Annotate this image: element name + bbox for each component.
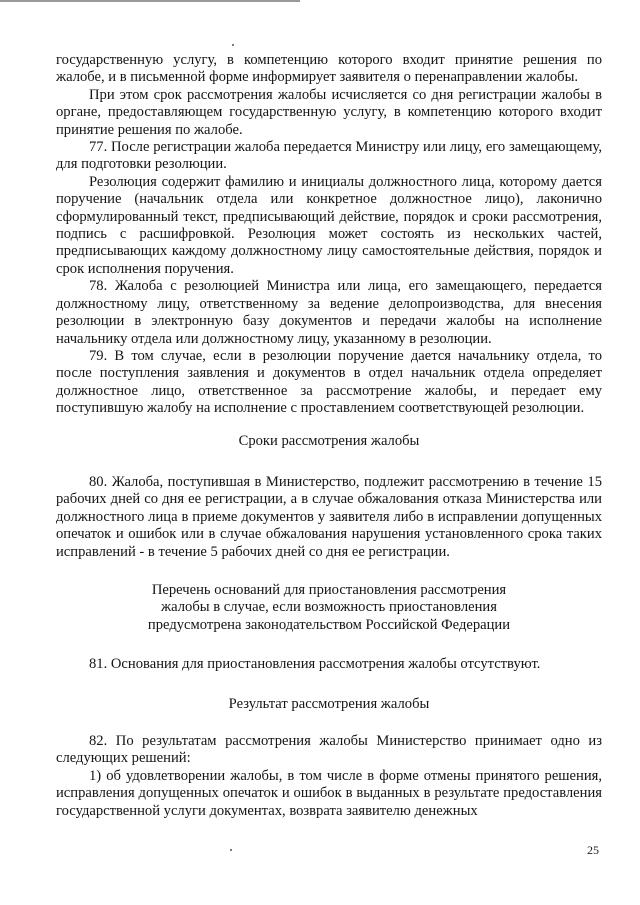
paragraph: 1) об удовлетворении жалобы, в том числе в форме отмены принятого решения, исправления допущенных опечаток и ошибок в выданных в результате предоставления государственной услуги документах, возврата заявителю денежных (56, 767, 602, 819)
paragraph-77: 77. После регистрации жалоба передается Министру или лицу, его замещающему, для подготовки резолюции. (56, 139, 602, 173)
section-heading-line: предусмотрена законодательством Российской Федерации (147, 616, 511, 633)
section-heading: Сроки рассмотрения жалобы (238, 432, 420, 449)
paragraph-80: 80. Жалоба, поступившая в Министерство, подлежит рассмотрению в течение 15 рабочих дней со дня ее регистрации, а в случае обжалования отказа Министерства или должностного лица в приеме документов у заявителя либо в исправлении допущенных опечаток и ошибок или в случае обжалования нарушения установленного срока таких исправлений - в течение 5 рабочих дней со дня ее регистрации. (56, 473, 602, 560)
paragraph: государственную услугу, в компетенцию которого входит принятие решения по жалобе, и в письменной форме информирует заявителя о перенаправлении жалобы. (56, 52, 602, 86)
scan-speck (230, 849, 232, 851)
paragraph-78: 78. Жалоба с резолюцией Министра или лица, его замещающего, передается должностному лицу, ответственному за ведение делопроизводства, для внесения резолюции в электронную базу документов и передачи жалобы на исполнение начальнику отдела или должностному лицу, указанному в резолюции. (56, 278, 602, 347)
section-heading-line: жалобы в случае, если возможность приостановления (161, 599, 497, 616)
paragraph-79: 79. В том случае, если в резолюции поручение дается начальнику отдела, то после поступления заявления и документов в отдел начальник отдела определяет должностное лицо, ответственное за рассмотрение жалобы, и передает ему поступившую жалобу на исполнение с проставлением соответствующей резолюции. (56, 347, 602, 417)
section-heading: Результат рассмотрения жалобы (228, 695, 430, 712)
paragraph: Резолюция содержит фамилию и инициалы должностного лица, которому дается поручение (начальник отдела или конкретное должностное лицо), лаконично сформулированный текст, предписывающий действие, порядок и сроки рассмотрения, подпись с расшифровкой. Резолюция может состоять из нескольких частей, предписывающих каждому должностному лицу самостоятельные действия, порядок и срок исполнения поручения. (56, 173, 602, 277)
paragraph-82: 82. По результатам рассмотрения жалобы Министерство принимает одно из следующих решений: (56, 733, 602, 767)
section-heading-line: Перечень оснований для приостановления рассмотрения (151, 581, 507, 598)
document-body (56, 52, 602, 820)
scan-top-edge (0, 0, 300, 2)
page-number: 25 (587, 843, 599, 857)
scan-speck (232, 44, 234, 46)
paragraph-81: 81. Основания для приостановления рассмотрения жалобы отсутствуют. (89, 656, 541, 673)
paragraph: При этом срок рассмотрения жалобы исчисляется со дня регистрации жалобы в органе, предоставляющем государственную услугу, в компетенцию которого входит принятие решения по жалобе. (56, 86, 602, 138)
